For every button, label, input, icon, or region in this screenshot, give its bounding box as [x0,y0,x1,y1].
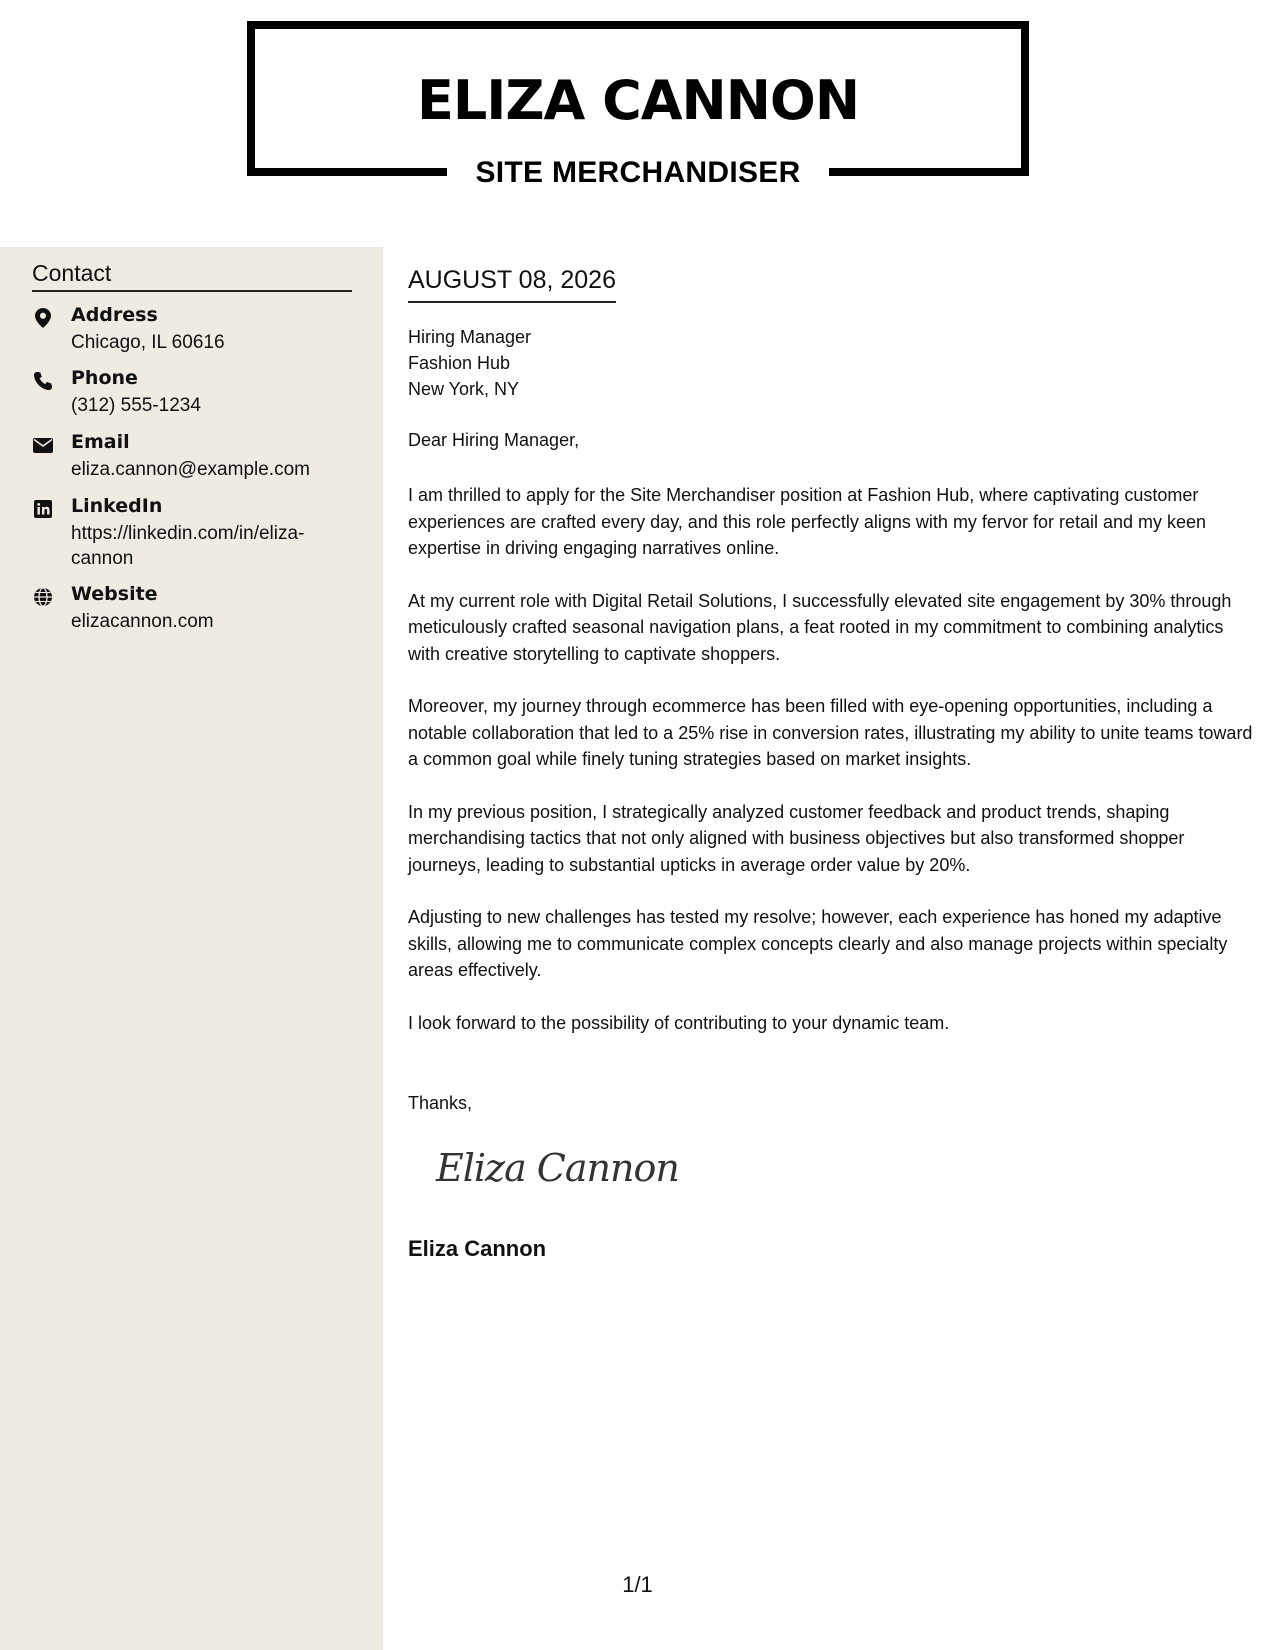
linkedin-value[interactable]: https://linkedin.com/in/eliza-cannon [71,523,305,569]
contact-sidebar [0,247,383,1650]
body-paragraph: Adjusting to new challenges has tested my resolve; however, each experience has honed my adaptive skills, allowing me to communicate complex concepts clearly and also manage projects within specialty areas effectively. [408,907,1228,980]
signature: Eliza Cannon [436,1146,679,1190]
job-title: SITE MERCHANDISER [475,156,801,189]
website-value[interactable]: elizacannon.com [71,611,214,632]
signed-name: Eliza Cannon [408,1236,547,1261]
job-title-container [447,143,829,203]
candidate-name: ELIZA CANNON [416,69,860,132]
recipient-location: New York, NY [408,379,520,399]
linkedin-label: LinkedIn [71,495,163,517]
salutation: Dear Hiring Manager, [408,430,580,450]
email-value[interactable]: eliza.cannon@example.com [71,459,310,480]
recipient-block [408,324,531,402]
letter-date: AUGUST 08, 2026 [408,266,616,303]
letter-body [408,482,1254,1062]
recipient-company: Fashion Hub [408,353,511,373]
phone-value: (312) 555-1234 [71,395,201,416]
page-number: 1/1 [622,1572,653,1597]
body-paragraph: I am thrilled to apply for the Site Merchandiser position at Fashion Hub, where captivating customer experiences are crafted every day, and this role perfectly aligns with my fervor for retail and my keen expertise in driving engaging narratives online. [408,485,1207,558]
phone-icon [32,370,54,392]
recipient-name: Hiring Manager [408,327,532,347]
email-label: Email [71,431,130,453]
linkedin-icon [32,498,54,520]
body-paragraph: In my previous position, I strategically analyzed customer feedback and product trends, shaping merchandising tactics that not only aligned with business objectives but also transformed shopper journeys, leading to substantial upticks in average order value by 20%. [408,801,1185,875]
map-pin-icon [32,307,54,329]
body-paragraph: Moreover, my journey through ecommerce has been filled with eye-opening opportunities, including a notable collaboration that led to a 25% rise in conversion rates, illustrating my ability to unite teams toward a common goal while finely tuning strategies based on market insights. [408,696,1253,769]
body-paragraph: I look forward to the possibility of contributing to your dynamic team. [408,1012,950,1033]
closing: Thanks, [408,1093,473,1113]
body-paragraph: At my current role with Digital Retail Solutions, I successfully elevated site engagement by 30% through meticulously crafted seasonal navigation plans, a feat rooted in my commitment to combining analytics with creative storytelling to captivate shoppers. [408,590,1232,664]
address-label: Address [71,304,158,326]
globe-icon [32,586,54,608]
website-label: Website [71,583,158,605]
phone-label: Phone [71,367,138,389]
email-icon [32,434,54,456]
contact-heading: Contact [32,260,352,292]
address-value: Chicago, IL 60616 [71,332,225,353]
